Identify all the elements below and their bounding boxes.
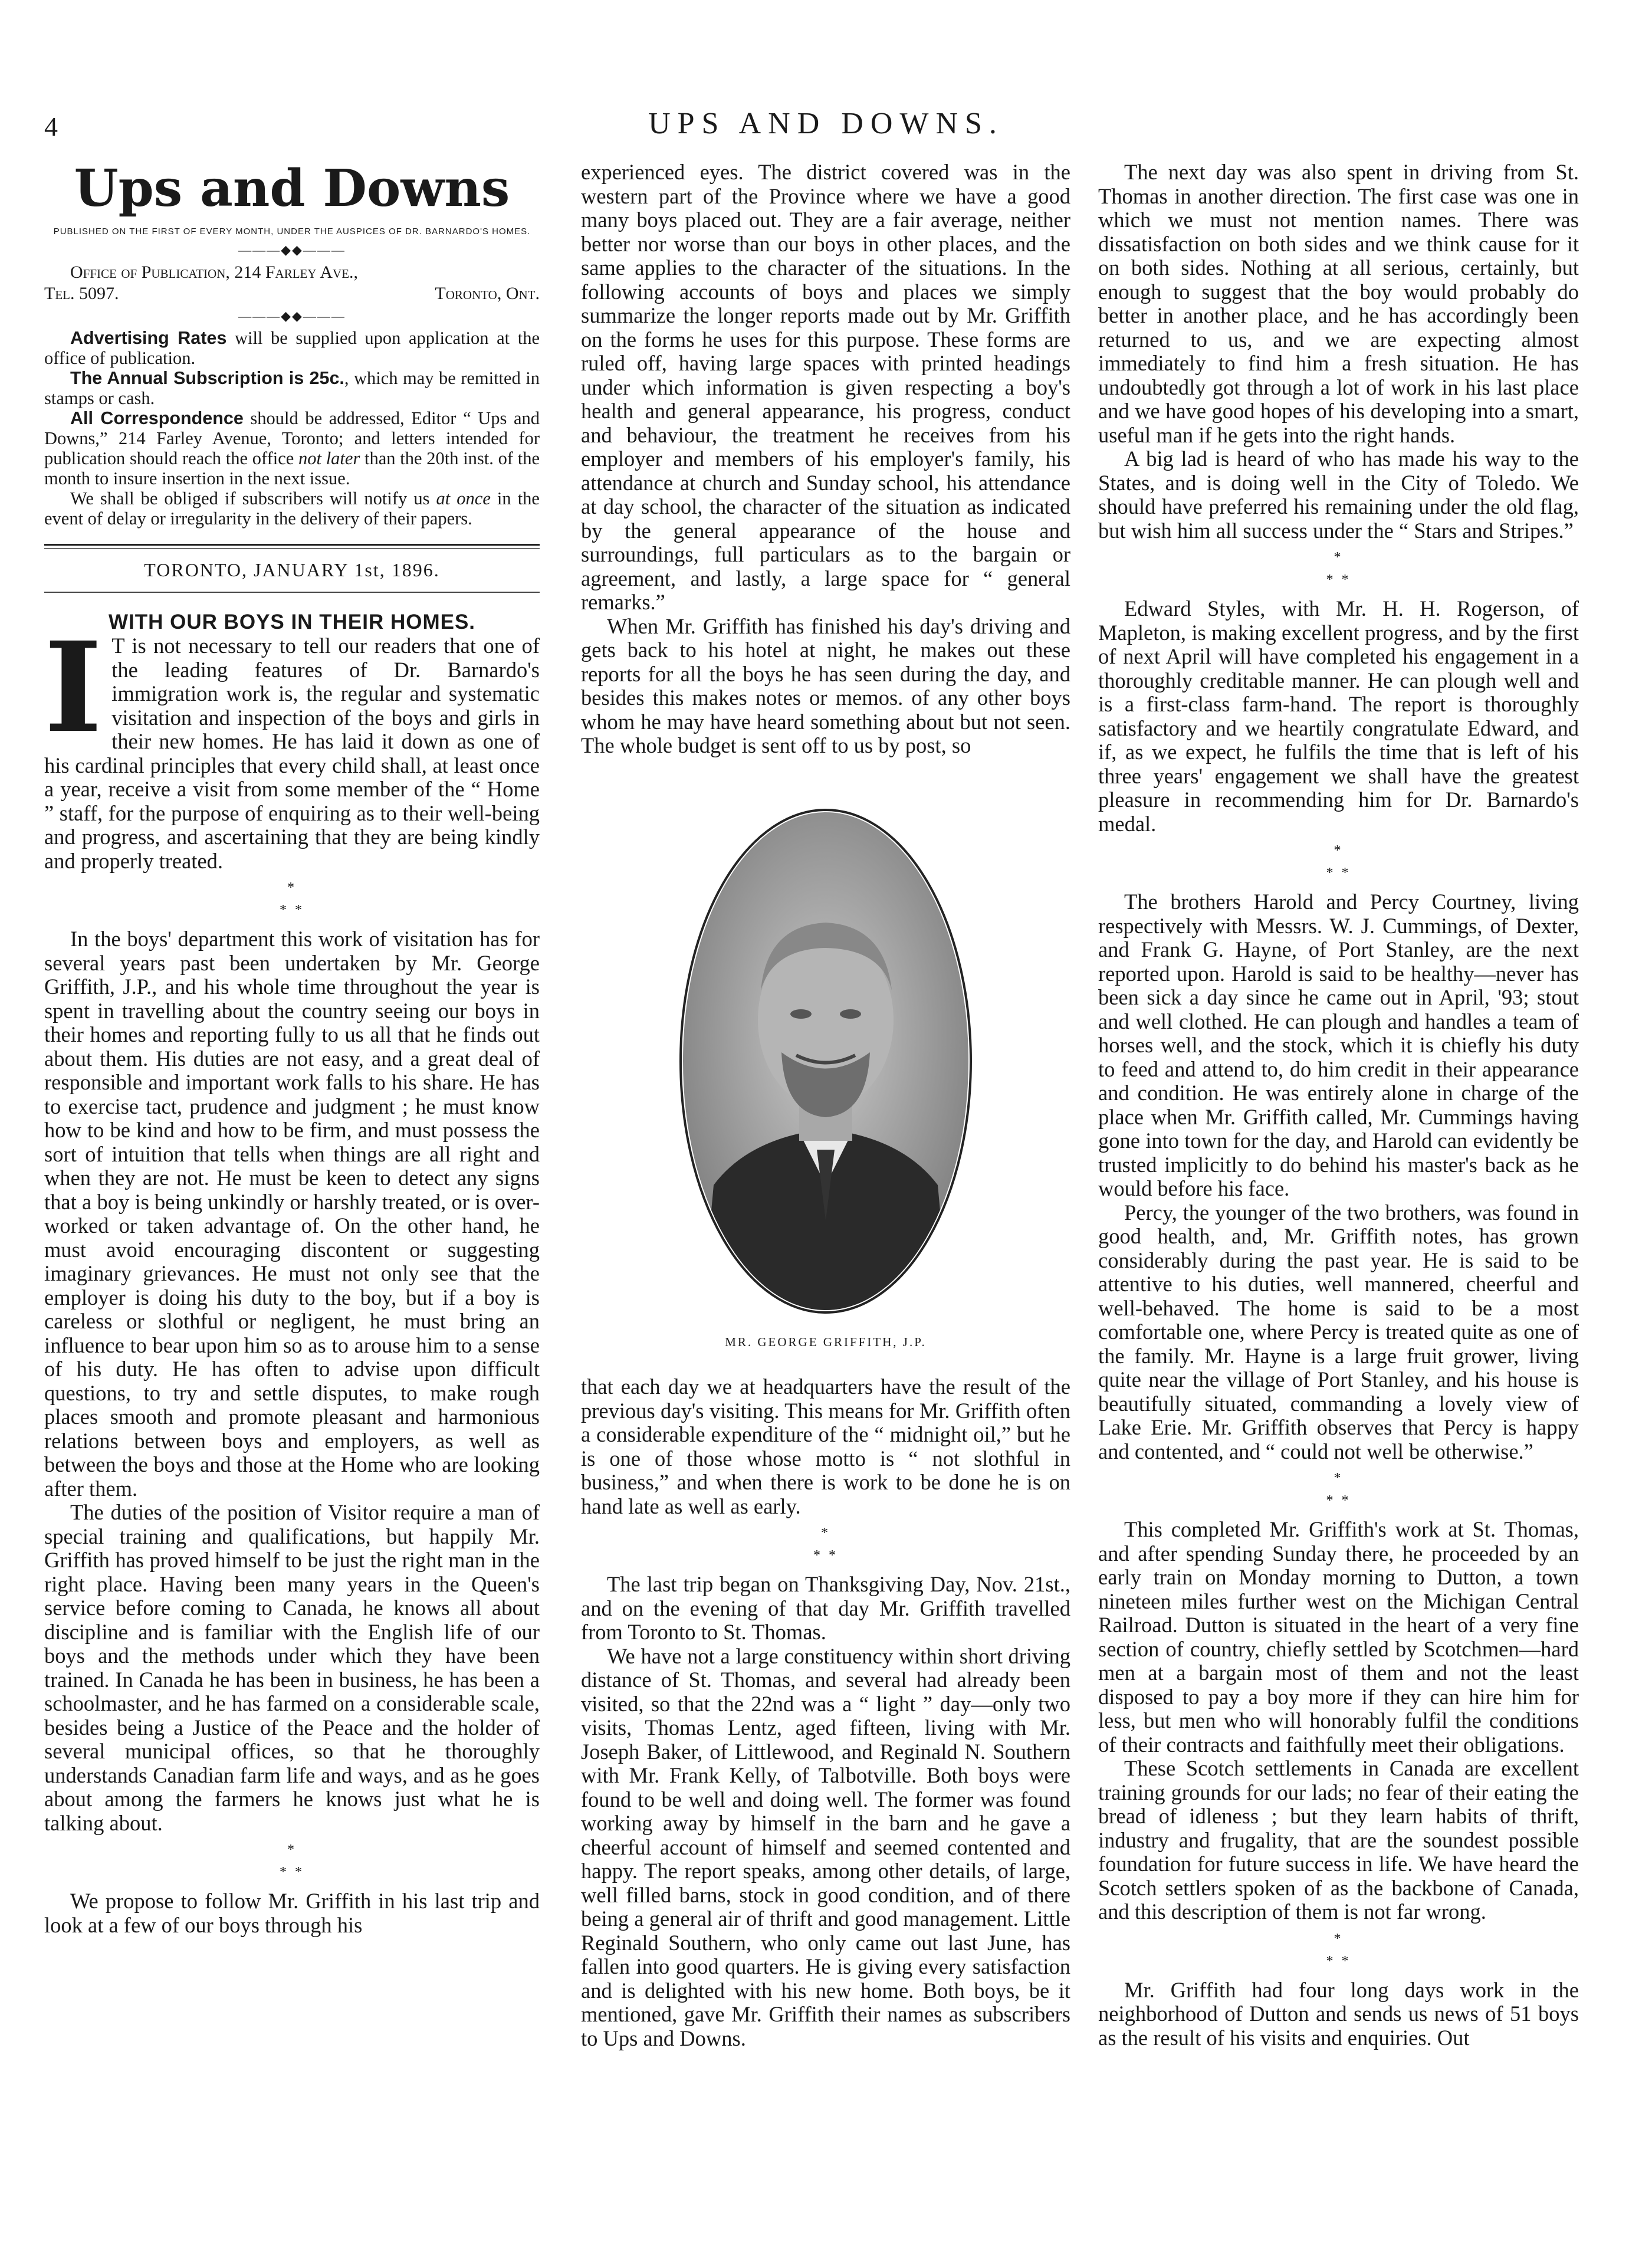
notice-subscribers: We shall be obliged if subscribers will notify us at once in the event of delay or irregularity in the delivery of their papers. <box>44 488 540 529</box>
rule <box>44 592 540 593</box>
asterism: * * * <box>1326 1931 1351 1969</box>
page-number: 4 <box>44 111 58 142</box>
paragraph: When Mr. Griffith has finished his day's driving and gets back to his hotel at night, he makes out these reports for all the boys he has seen during the day, and besides this makes notes or memos. of any other boys whom he may have heard something about but not seen. The whole budget is sent off to us by post, so <box>581 613 1070 757</box>
asterism: * * * <box>280 880 304 918</box>
column-1 <box>44 160 540 1937</box>
paragraph: The next day was also spent in driving from St. Thomas in another direction. The first case was one in which we must not mention names. There was dissatisfaction on both sides and we think cause for it on both sides. Nothing at all serious, certainly, but enough to suggest that the boy would probably do better in another place, and he has accordingly been returned to us, and we are expecting almost immediately to find him a fresh situation. He has undoubtedly got through a lot of work in his last place and we have good hopes of his developing into a smart, useful man if he gets into the right hands. <box>1098 160 1579 447</box>
paragraph: These Scotch settlements in Canada are excellent training grounds for our lads; no fear of their eating the bread of idleness ; but they learn habits of thrift, industry and frugality, that are the soundest possible foundation for future success in life. We have heard the Scotch settlers spoken of as the backbone of Canada, and this description of them is not far wrong. <box>1098 1756 1579 1924</box>
paragraph: In the boys' department this work of visitation has for several years past been undertaken by Mr. George Griffith, J.P., and his whole time throughout the year is spent in travelling about the country seeing our boys in their homes and reporting fully to us all that he finds out about them. His duties are not easy, and a great deal of responsible and important work falls to his share. He has to exercise tact, prudence and judgment ; he must know how to be kind and how to be firm, and must possess the sort of intuition that tells when things are all right and when they are not. He must be keen to detect any signs that a boy is being unkindly or harshly treated, or is over-worked or taken advantage of. On the other hand, he must avoid encouraging discontent or suggesting imaginary grievances. He must not only see that the employer is doing his duty to the boy, but if a boy is careless or slothful or negligent, he must bring an influence to bear upon him so as to arouse him to a sense of his duty. He has often to advise upon difficult questions, to try and settle disputes, to make rough places smooth and promote pleasant and harmonious relations between boys and employers, as well as between the boys and those at the Home who are looking after them. <box>44 927 540 1501</box>
paragraph: The duties of the position of Visitor require a man of special training and qualifications, but happily Mr. Griffith has proved himself to be just the right man in the right place. Having been many years in the Queen's service before coming to Canada, he knows all about discipline and is familiar with the English life of our boys and the methods under which they have been trained. In Canada he has been in business, he has been a schoolmaster, and he has farmed on a considerable scale, besides being a Justice of the Peace and the holder of several municipal offices, so that he thoroughly understands Canadian farm life and ways, and as he goes about among the farmers he knows just what he is talking about. <box>44 1500 540 1835</box>
drop-cap: I <box>44 615 103 760</box>
paragraph: The brothers Harold and Percy Courtney, living respectively with Messrs. W. J. Cummings, of Dexter, and Frank G. Hayne, of Port Stanley, are the next reported upon. Harold is said to be healthy—never has been sick a day since he came out in April, '93; stout and well clothed. He can plough and handles a team of horses well, and the stock, which it is chiefly his duty to feed and attend to, do him credit in their appearance and condition. He was entirely alone in charge of the place when Mr. Griffith called, Mr. Cummings having gone into town for the day, and Harold can evidently be trusted implicitly to do behind his master's back as he would before his face. <box>1098 890 1579 1200</box>
paragraph: This completed Mr. Griffith's work at St. Thomas, and after spending Sunday there, he proceeded by an early train on Monday morning to Dutton, a town nineteen miles further west on the Michigan Central Railroad. Dutton is situated in the heart of a very fine section of country, chiefly settled by Scotchmen—hard men at a bargain most of them and not the least disposed to pay a boy more if they can hire him for less, but men who will honorably fulfil the conditions of their contracts and faithfully meet their obligations. <box>1098 1517 1579 1757</box>
masthead-title: Ups and Downs <box>74 159 510 218</box>
article-intro: I T is not necessary to tell our readers that one of the leading features of Dr. Barnardo's immigration work is, the regular and systematic visitation and inspection of the boys and girls in their new homes. He has laid it down as one of his cardinal principles that every child shall, at least once a year, receive a visit from some member of the “ Home ” staff, for the purpose of enquiring as to their well-being and progress, and ascertaining that they are being kindly and properly treated. <box>44 615 540 873</box>
article-headline: WITH OUR BOYS IN THEIR HOMES. <box>108 610 476 634</box>
column-3 <box>1098 160 1579 2050</box>
telephone: Tel. 5097. <box>44 284 119 303</box>
asterism: * * * <box>813 1525 838 1563</box>
dateline: TORONTO, JANUARY 1st, 1896. <box>144 559 440 580</box>
photo-caption: MR. GEORGE GRIFFITH, J.P. <box>725 1334 927 1349</box>
paragraph: Mr. Griffith had four long days work in the neighborhood of Dutton and sends us news of 51 boys as the result of his visits and enquiries. Out <box>1098 1977 1579 2050</box>
portrait-photo <box>678 808 973 1315</box>
asterism: * * * <box>1326 550 1351 588</box>
notice-subscription: The Annual Subscription is 25c., which may be remitted in stamps or cash. <box>44 368 540 408</box>
notice-advertising: Advertising Rates will be supplied upon application at the office of publication. <box>44 328 540 368</box>
asterism: * * * <box>1326 843 1351 881</box>
tel-row <box>44 283 540 304</box>
paragraph: Edward Styles, with Mr. H. H. Rogerson, of Mapleton, is making excellent progress, and by the first of next April will have completed his engagement in a thoroughly creditable manner. He can plough well and is a first-class farm-hand. The report is thoroughly satisfactory and we heartily congratulate Edward, and if, as we expect, he fulfils the time that is left of his three years' engagement we shall have the greatest pleasure in recommending him for Dr. Barnardo's medal. <box>1098 596 1579 836</box>
portrait-figure <box>581 808 1070 1354</box>
paragraph: The last trip began on Thanksgiving Day, Nov. 21st., and on the evening of that day Mr. Griffith travelled from Toronto to St. Thomas. <box>581 1572 1070 1644</box>
city: Toronto, Ont. <box>435 284 540 303</box>
asterism: * * * <box>280 1842 304 1880</box>
asterism: * * * <box>1326 1471 1351 1508</box>
notice-correspondence: All Correspondence should be addressed, Editor “ Ups and Downs,” 214 Farley Avenue, Toronto; and letters intended for publication should reach the office not later than the 20th inst. of the month to insure insertion in the next issue. <box>44 408 540 488</box>
published-line: PUBLISHED ON THE FIRST OF EVERY MONTH, UNDER THE AUSPICES OF DR. BARNARDO'S HOMES. <box>53 227 531 237</box>
running-title: UPS AND DOWNS. <box>648 107 1004 140</box>
paragraph: A big lad is heard of who has made his way to the States, and is doing well in the City of Toledo. We should have preferred his remaining under the old flag, but wish him all success under the “ Stars and Stripes.” <box>1098 447 1579 543</box>
paragraph: experienced eyes. The district covered was in the western part of the Province where we have a good many boys placed out. They are a fair average, neither better nor worse than our boys in other places, and the same applies to the character of the situations. In the following accounts of boys and places we simply summarize the longer reports made out by Mr. Griffith on the forms he uses for this purpose. These forms are ruled off, having large spaces with printed headings under which information is given respecting a boy's health and general appearance, his progress, conduct and behaviour, the treatment he receives from his employer and members of his employer's family, his attendance at church and Sunday school, his attendance at day school, the character of the situation as indicated by the general appearance of the house and surroundings, full particulars as to the bargain or agreement, and lastly, a large space for “ general remarks.” <box>581 160 1070 614</box>
ornament-rule: ———◆◆——— <box>238 242 346 257</box>
paragraph: that each day we at headquarters have the result of the previous day's visiting. This means for Mr. Griffith often a considerable expenditure of the “ midnight oil,” but he is one of those whose motto is “ not slothful in business,” and when there is work to be done he is on hand late as well as early. <box>581 1374 1070 1518</box>
double-rule <box>44 544 540 549</box>
ornament-rule: ———◆◆——— <box>238 309 346 323</box>
paragraph: Percy, the younger of the two brothers, was found in good health, and, Mr. Griffith notes, has grown considerably during the past year. He is said to be attentive to his duties, well mannered, cheerful and well-behaved. The home is said to be a most comfortable one, where Percy is treated quite as one of the family. Mr. Hayne is a large fruit grower, living quite near the village of Port Stanley, and his house is beautifully situated, commanding a lovely view of Lake Erie. Mr. Griffith observes that Percy is happy and contented, and “ could not well be otherwise.” <box>1098 1200 1579 1463</box>
column-2 <box>581 160 1070 2050</box>
office-line: Office of Publication, 214 Farley Ave., <box>70 262 359 282</box>
paragraph: We have not a large constituency within short driving distance of St. Thomas, and several had already been visited, so that the 22nd was a “ light ” day—only two visits, Thomas Lentz, aged fifteen, living with Mr. Joseph Baker, of Littlewood, and Reginald N. Southern with Mr. Frank Kelly, of Talbotville. Both boys were found to be well and doing well. The former was found working away by himself in the barn and he gave a cheerful account of himself and seemed contented and happy. The report speaks, among other details, of large, well filled barns, stock in good condition, and of there being a general air of thrift and good management. Little Reginald Southern, who only came out last June, has fallen into good quarters. He is giving every satisfaction and is delighted with his new home. Both boys, be it mentioned, gave Mr. Griffith their names as subscribers to Ups and Downs. <box>581 1643 1070 2050</box>
paragraph: We propose to follow Mr. Griffith in his last trip and look at a few of our boys through his <box>44 1889 540 1937</box>
